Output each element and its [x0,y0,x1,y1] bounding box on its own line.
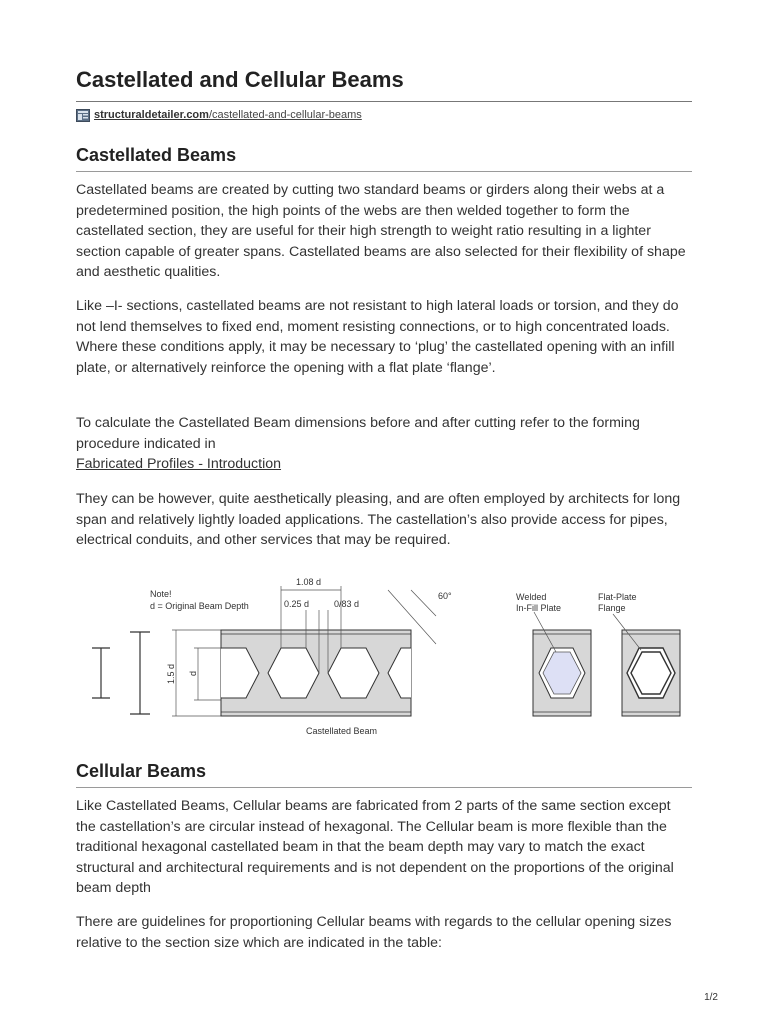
flat-plate-flange-detail [613,614,680,716]
paragraph: Castellated beams are created by cutting two standard beams or girders along their webs at a predetermined position, the high points of the webs are then welded together to form the castellated section, they are useful for their high strength to weight ratio resulting in a lighter section capable of greater spans. Castellated beams are also selected for their flexibility of shape and aesthetic qualities. [76,182,686,281]
figure-caption: Castellated Beam [306,726,378,736]
section-divider [76,787,692,788]
section-heading-castellated: Castellated Beams [76,145,237,165]
depth-label-1-5d: 1.5 d [166,663,176,684]
document-page [76,0,692,1024]
paragraph-text: To calculate the Castellated Beam dimensions before and after cutting refer to the forming procedure indicated in [76,415,640,452]
paragraph: There are guidelines for proportioning Cellular beams with regards to the cellular opening sizes relative to the section size which are indicated in the table: [76,914,672,951]
note-definition: d = Original Beam Depth [150,601,249,611]
source-domain[interactable]: structuraldetailer.com [94,109,209,121]
site-favicon-icon [76,109,90,122]
source-url[interactable] [76,107,362,123]
page-title: Castellated and Cellular Beams [76,67,404,92]
fabricated-profiles-link[interactable]: Fabricated Profiles - Introduction [76,456,282,473]
note-label: Note! [150,589,172,599]
paragraph [76,413,692,475]
welded-infill-plate-detail [533,612,591,716]
page-number: 1/2 [704,992,718,1003]
dim-b-label: 0/83 d [334,599,360,609]
castellated-beam-elevation [208,630,439,716]
flange-label: Flange [598,603,626,613]
welded-label: Welded [516,592,547,602]
depth-label-d: d [188,670,198,676]
paragraph: They can be however, quite aesthetically pleasing, and are often employed by architects for long span and relatively lightly loaded applications. The castellation’s also provide access for pipes, electrical conduits, and other services that may be required. [76,491,681,549]
title-divider [76,101,692,102]
paragraph: Like –I- sections, castellated beams are not resistant to high lateral loads or torsion, and they do not lend themselves to fixed end, moment resisting connections, or to high concentrated loads. Where these conditions apply, it may be necessary to ‘plug’ the castellated opening with an infill plate, or alternatively reinforce the opening with a flat plate ‘flange’. [76,298,679,376]
source-path[interactable]: /castellated-and-cellular-beams [208,109,362,121]
i-section-end-view [92,632,150,714]
section-divider [76,171,692,172]
angle-label: 60° [438,591,452,601]
infill-plate-label: In-Fill Plate [516,603,562,613]
flat-plate-label: Flat-Plate [598,592,637,602]
castellated-beam-diagram [88,572,688,742]
dim-total-label: 1.08 d [296,577,322,587]
section-heading-cellular: Cellular Beams [76,761,207,781]
paragraph: Like Castellated Beams, Cellular beams are fabricated from 2 parts of the same section except the castellation’s are circular instead of hexagonal. The Cellular beam is more flexible than the traditional hexagonal castellated beam in that the beam depth may vary to match the exact structural and architectural requirements and is not dependent on the proportions of the original beam depth [76,798,674,897]
dim-a-label: 0.25 d [284,599,310,609]
